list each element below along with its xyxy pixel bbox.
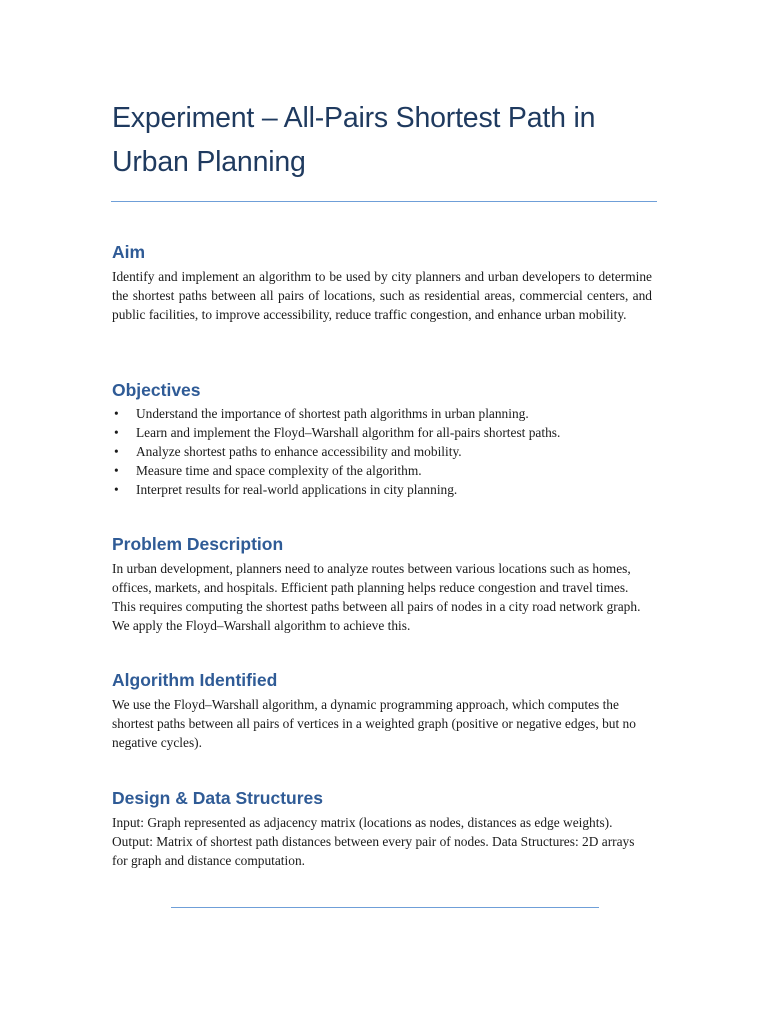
objective-item bbox=[112, 461, 652, 480]
aim-text: Identify and implement an algorithm to be used by city planners and urban developers to determine the shortest paths between all pairs of locations, such as residential areas, commercial centers, and public facilities, to improve accessibility, reduce traffic congestion, and enhance urban mobility. bbox=[112, 269, 652, 322]
objective-text: Understand the importance of shortest path algorithms in urban planning. bbox=[136, 406, 529, 421]
objectives-list bbox=[112, 404, 652, 499]
design-output-text: Output: Matrix of shortest path distances between every pair of nodes. Data Structures: 2D arrays for graph and distance computation. bbox=[112, 834, 635, 868]
objectives-heading: Objectives bbox=[112, 380, 201, 400]
bullet-icon: • bbox=[114, 444, 119, 459]
algorithm-section bbox=[112, 669, 652, 752]
bullet-icon: • bbox=[114, 482, 119, 497]
objective-item bbox=[112, 442, 652, 461]
objective-item bbox=[112, 404, 652, 423]
aim-section bbox=[112, 241, 652, 324]
objective-item bbox=[112, 423, 652, 442]
objective-text: Analyze shortest paths to enhance accessibility and mobility. bbox=[136, 444, 462, 459]
design-text bbox=[112, 813, 652, 870]
aim-heading: Aim bbox=[112, 242, 146, 262]
objective-text: Learn and implement the Floyd–Warshall algorithm for all-pairs shortest paths. bbox=[136, 425, 561, 440]
title-divider bbox=[111, 201, 657, 202]
bottom-divider bbox=[171, 907, 599, 908]
bullet-icon: • bbox=[114, 425, 119, 440]
page-title: Experiment – All-Pairs Shortest Path in Urban Planning bbox=[112, 102, 596, 178]
problem-section bbox=[112, 533, 652, 635]
bullet-icon: • bbox=[114, 406, 119, 421]
objective-text: Measure time and space complexity of the algorithm. bbox=[136, 463, 422, 478]
objective-text: Interpret results for real-world applications in city planning. bbox=[136, 482, 458, 497]
objective-item bbox=[112, 480, 652, 499]
design-heading: Design & Data Structures bbox=[112, 788, 324, 808]
problem-text: In urban development, planners need to analyze routes between various locations such as homes, offices, markets, and hospitals. Efficient path planning helps reduce congestion and travel times. This requires computing the shortest paths between all pairs of nodes in a city road network graph. We apply the Floyd–Warshall algorithm to achieve this. bbox=[112, 561, 641, 633]
bullet-icon: • bbox=[114, 463, 119, 478]
algorithm-text: We use the Floyd–Warshall algorithm, a dynamic programming approach, which computes the shortest paths between all pairs of vertices in a weighted graph (positive or negative edges, but no negative cycles). bbox=[112, 697, 636, 750]
design-section bbox=[112, 787, 652, 870]
problem-heading: Problem Description bbox=[112, 534, 284, 554]
objectives-section bbox=[112, 379, 652, 499]
algorithm-heading: Algorithm Identified bbox=[112, 670, 278, 690]
design-input-text: Input: Graph represented as adjacency matrix (locations as nodes, distances as edge weights). bbox=[112, 815, 613, 830]
